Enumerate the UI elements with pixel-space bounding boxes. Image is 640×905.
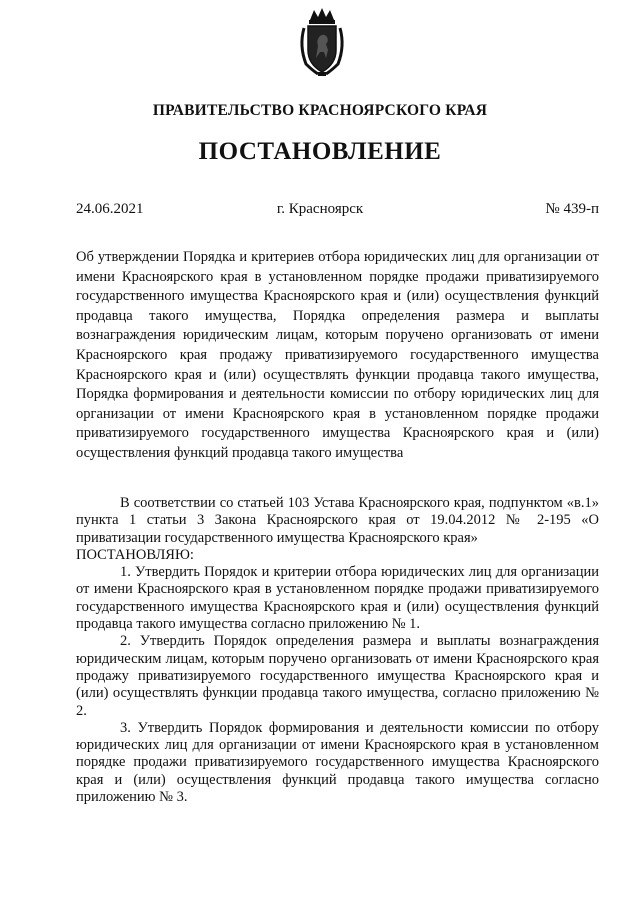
document-body (76, 495, 599, 806)
document-subject: Об утверждении Порядка и критериев отбора юридических лиц для организации от имени Красноярского края в установленном порядке продажи приватизируемого государственного имущества Красноярского края и (или) осуществления функций продавца такого имущества, Порядка определения размера и выплаты вознаграждения юридическим лицам, которым поручено организовать от имени Красноярского края продажу приватизируемого государственного имущества Красноярского края и (или) осуществлять функции продавца такого имущества, Порядка формирования и деятельности комиссии по отбору юридических лиц для организации от имени Красноярского края в установленном порядке продажи приватизируемого государственного имущества Красноярского края и (или) осуществления функций продавца такого имущества (76, 249, 599, 461)
resolution-item-3: 3. Утвердить Порядок формирования и деятельности комиссии по отбору юридических лиц для организации от имени Красноярского края в установленном порядке продажи приватизируемого государственного имущества Красноярского края и (или) осуществления функций продавца такого имущества согласно приложению № 3. (76, 719, 599, 806)
document-type-title: ПОСТАНОВЛЕНИЕ (198, 138, 442, 165)
resolve-heading: ПОСТАНОВЛЯЮ: (76, 546, 194, 563)
krasnoyarsk-coat-of-arms-icon (296, 6, 348, 78)
resolution-item-1: 1. Утвердить Порядок и критерии отбора юридических лиц для организации от имени Красноярского края в установленном порядке продажи приватизируемого государственного имущества Красноярского края и (или) осуществления функций продавца такого имущества согласно приложению № 1. (76, 564, 599, 633)
document-date: 24.06.2021 (76, 201, 144, 217)
preamble-paragraph: В соответствии со статьей 103 Устава Красноярского края, подпунктом «в.1» пункта 1 статьи 3 Закона Красноярского края от 19.04.2012 № 2-195 «О приватизации государственного имущества Красноярского края» (76, 495, 599, 546)
government-name: ПРАВИТЕЛЬСТВО КРАСНОЯРСКОГО КРАЯ (152, 102, 488, 119)
resolution-item-2: 2. Утвердить Порядок определения размера и выплаты вознаграждения юридическим лицам, которым поручено организовать от имени Красноярского края продажу приватизируемого государственного имущества Красноярского края и (или) осуществлять функции продавца такого имущества, согласно приложению № 2. (76, 633, 599, 719)
document-number: № 439-п (545, 201, 599, 217)
document-city: г. Красноярск (276, 201, 364, 217)
